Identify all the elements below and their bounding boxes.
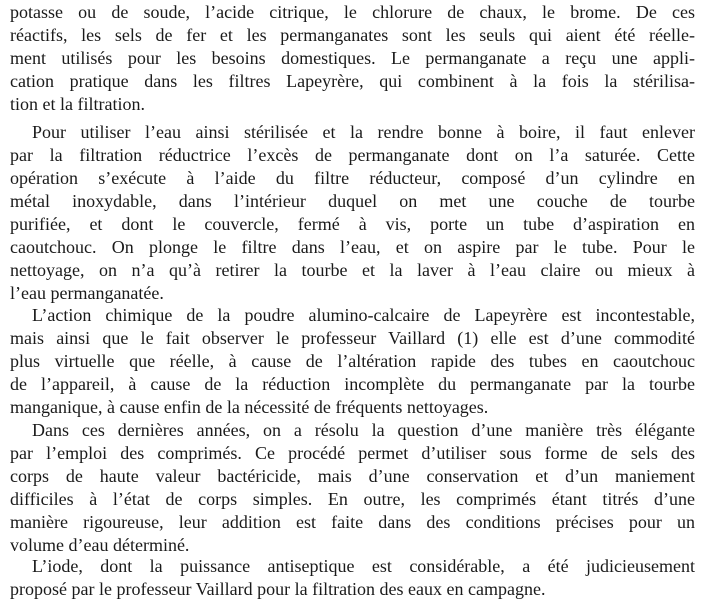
text-line-22: difficiles à l’état de corps simples. En outre, les comprimés étant titrés d’une [10, 489, 695, 509]
text-line-18: manganique, à cause enfin de la nécessité de fréquents nettoyages. [10, 397, 489, 417]
text-line-26: proposé par le professeur Vaillard pour la filtration des eaux en campagne. [10, 579, 546, 599]
text-line-5: tion et la filtration. [10, 94, 145, 114]
text-line-17: de l’appareil, à cause de la réduction incomplète du permanganate par la tourbe [10, 374, 695, 394]
text-line-19: Dans ces dernières années, on a résolu la question d’une manière très élégante [32, 420, 695, 440]
text-line-20: par l’emploi des comprimés. Ce procédé permet d’utiliser sous forme de sels des [10, 443, 695, 463]
text-line-2: réactifs, les sels de fer et les permanganates sont les seuls qui aient été réelle- [10, 25, 695, 45]
text-line-12: nettoyage, on n’a qu’à retirer la tourbe et la laver à l’eau claire ou mieux à [10, 260, 695, 280]
text-line-15: mais ainsi que le fait observer le professeur Vaillard (1) elle est d’une commodité [10, 328, 695, 348]
text-line-9: métal inoxydable, dans l’intérieur duquel on met une couche de tourbe [10, 191, 695, 211]
text-line-14: L’action chimique de la poudre alumino-calcaire de Lapeyrère est incontestable, [32, 305, 695, 325]
text-line-8: opération s’exécute à l’aide du filtre réducteur, composé d’un cylindre en [10, 168, 695, 188]
text-line-7: par la filtration réductrice l’excès de permanganate dont on l’a saturée. Cette [10, 145, 695, 165]
text-line-11: caoutchouc. On plonge le filtre dans l’eau, et on aspire par le tube. Pour le [10, 237, 695, 257]
text-line-23: manière rigoureuse, leur addition est faite dans des conditions précises pour un [10, 512, 695, 532]
text-line-21: corps de haute valeur bactéricide, mais d’une conservation et d’un maniement [10, 466, 695, 486]
text-line-10: purifiée, et dont le couvercle, fermé à vis, porte un tube d’aspiration en [10, 214, 695, 234]
text-line-6: Pour utiliser l’eau ainsi stérilisée et la rendre bonne à boire, il faut enlever [32, 122, 695, 142]
text-line-4: cation pratique dans les filtres Lapeyrère, qui combinent à la fois la stérilisa- [10, 71, 695, 91]
text-line-13: l’eau permanganatée. [10, 283, 164, 303]
text-line-25: L’iode, dont la puissance antiseptique est considérable, a été judicieusement [32, 556, 695, 576]
text-line-1: potasse ou de soude, l’acide citrique, le chlorure de chaux, le brome. De ces [10, 2, 695, 22]
text-line-16: plus virtuelle que réelle, à cause de l’altération rapide des tubes en caoutchouc [10, 351, 695, 371]
text-line-3: ment utilisés pour les besoins domestiques. Le permanganate a reçu une appli- [10, 48, 695, 68]
text-line-24: volume d’eau déterminé. [10, 535, 190, 555]
